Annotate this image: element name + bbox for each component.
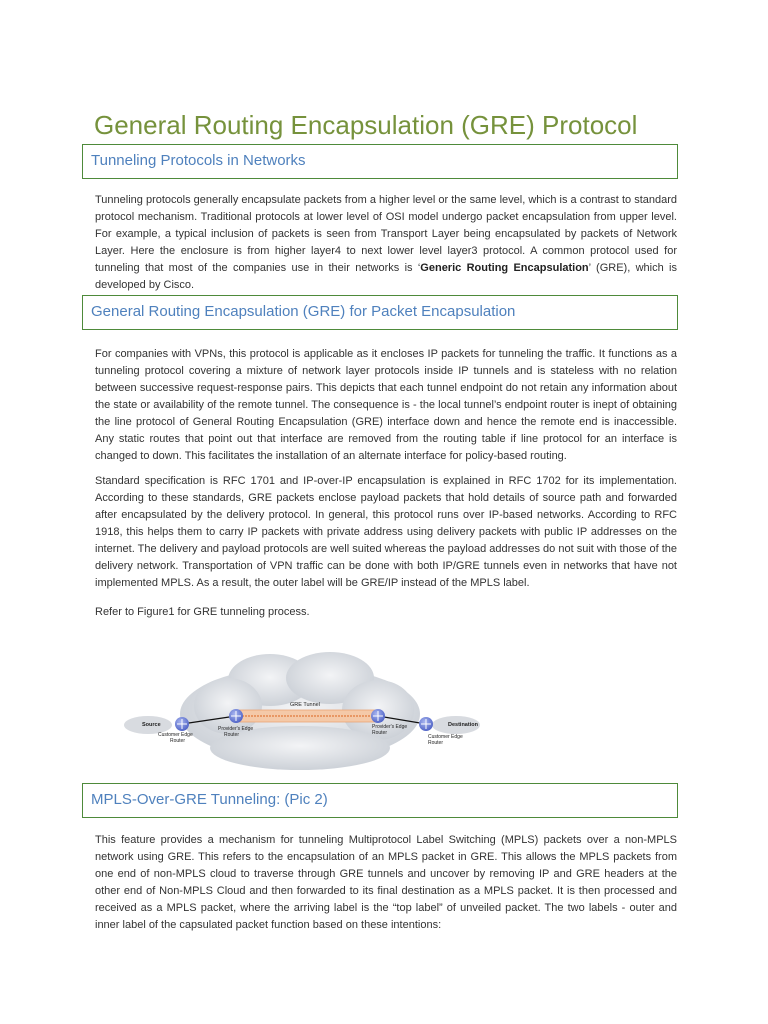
paragraph-figure-ref: Refer to Figure1 for GRE tunneling process. (95, 606, 310, 618)
paragraph-mpls-over-gre: This feature provides a mechanism for tunneling Multiprotocol Label Switching (MPLS) packets over a non-MPLS network using GRE. This refers to the encapsulation of an MPLS packet in GRE. This allows the MPLS packets from one end of non-MPLS cloud to traverse through GRE tunnels and uncover by removing IP and GRE headers at the other end of Non-MPLS Cloud and then forwarded to its final destination as a MPLS packet. It is then processed and received as a MPLS packet, where the arriving label is the “top label” of unveiled packet. The two labels - outer and inner label of the capsulated packet function based on these intentions: (95, 834, 677, 931)
ce-left-label-2: Router (170, 738, 186, 744)
section-heading-text: MPLS-Over-GRE Tunneling: (Pic 2) (91, 791, 328, 808)
paragraph-tunneling-intro (95, 192, 677, 294)
destination-label: Destination (448, 722, 478, 728)
paragraph-gre-vpn: For companies with VPNs, this protocol is applicable as it encloses IP packets for tunneling the traffic. It functions as a tunneling protocol covering a mixture of network layer protocols inside IP tunnels and is stateless with no relation between successive request-response pairs. This depicts that each tunnel endpoint do not retain any information about the state or availability of the remote tunnel. The consequence is - the local tunnel’s endpoint router is inept of obtaining the line protocol of General Routing Encapsulation (GRE) interface down and hence the remote end is inaccessible. Any static routes that point out that interface are removed from the routing table if line protocol for an interface is changed to down. This facilitates the installation of an alternate interface for policy-based routing. (95, 348, 677, 462)
section-heading-tunneling (82, 144, 678, 179)
gre-tunnel-figure (120, 644, 480, 774)
pe-right-label-2: Router (372, 730, 388, 736)
router-icon (419, 717, 433, 731)
section-heading-mpls (82, 783, 678, 818)
section-heading-text: Tunneling Protocols in Networks (91, 152, 306, 169)
paragraph-rfc-standards: Standard specification is RFC 1701 and IP-over-IP encapsulation is explained in RFC 1702 for its implementation. According to these standards, GRE packets enclose payload packets that hold details of source path and forwarded after encapsulated by the delivery protocol. In general, this protocol runs over IP-based networks. According to RFC 1918, this helps them to carry IP packets with private address using delivery packets with public IP addresses on the internet. The delivery and payload protocols are well suited whereas the payload addresses do not suit with those of the delivery network. Transportation of VPN traffic can be done with both IP/GRE tunnels even in networks that have not implemented MPLS. As a result, the outer label will be GRE/IP instead of the MPLS label. (95, 475, 677, 589)
section-heading-gre (82, 295, 678, 330)
router-icon (229, 709, 243, 723)
page-title: General Routing Encapsulation (GRE) Protocol (94, 110, 638, 140)
ce-right-label: Customer Edge (428, 734, 463, 740)
ce-right-label-2: Router (428, 740, 444, 746)
tunnel-label: GRE Tunnel (290, 702, 320, 708)
router-icon (371, 709, 385, 723)
ce-left-label: Customer Edge (158, 732, 193, 738)
bold-term: Generic Routing Encapsulation (420, 262, 589, 274)
source-label: Source (142, 722, 161, 728)
router-icon (175, 717, 189, 731)
paragraph-text: Tunneling protocols generally encapsulate packets from a higher level or the same level, which is a contrast to standard protocol mechanism. Traditional protocols at lower level of OSI model undergo packet encapsulation from upper level. For example, a typical inclusion of packets is seen from Transport Layer being encapsulated by packets of Network Layer. Here the enclosure is from higher layer4 to next lower level layer3 protocol. A common protocol used for tunneling that most of the companies use in their networks is ‘ (95, 194, 677, 274)
pe-right-label: Provider's Edge (372, 724, 408, 730)
pe-left-label-2: Router (224, 732, 240, 738)
pe-left-label: Provider's Edge (218, 726, 254, 732)
paragraph-text: ’ (GRE), which is developed by Cisco. (95, 262, 677, 291)
section-heading-text: General Routing Encapsulation (GRE) for Packet Encapsulation (91, 303, 516, 320)
